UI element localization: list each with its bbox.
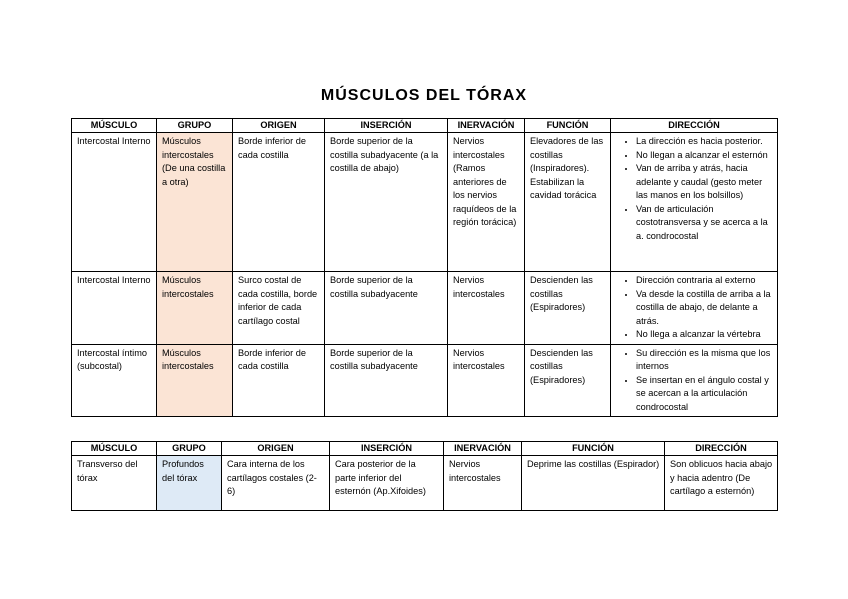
cell-inervacion: Nervios intercostales xyxy=(444,456,522,511)
muscles-table-1 xyxy=(71,118,778,417)
cell-insercion: Borde superior de la costilla subadyacente xyxy=(325,272,448,345)
cell-grupo: Músculos intercostales (De una costilla a otra) xyxy=(157,133,233,272)
header-origen: ORIGEN xyxy=(222,442,330,456)
list-item: • Dirección contraria al externo xyxy=(636,274,773,288)
page-title: MÚSCULOS DEL TÓRAX xyxy=(320,87,528,104)
header-funcion: FUNCIÓN xyxy=(525,119,611,133)
cell-funcion: Descienden las costillas (Espiradores) xyxy=(525,344,611,417)
direccion-list xyxy=(616,135,773,243)
cell-grupo: Músculos intercostales xyxy=(157,272,233,345)
header-inervacion: INERVACIÓN xyxy=(444,442,522,456)
cell-musculo: Intercostal íntimo (subcostal) xyxy=(72,344,157,417)
header-grupo: GRUPO xyxy=(157,442,222,456)
table-row xyxy=(72,272,778,345)
header-direccion: DIRECCIÓN xyxy=(665,442,778,456)
cell-direccion xyxy=(611,133,778,272)
cell-insercion: Cara posterior de la parte inferior del esternón (Ap.Xifoides) xyxy=(330,456,444,511)
table-header-row xyxy=(72,442,778,456)
list-item: • No llega a alcanzar la vértebra xyxy=(636,328,773,342)
table-row xyxy=(72,344,778,417)
muscles-table-2 xyxy=(71,441,778,511)
cell-insercion: Borde superior de la costilla subadyacente (a la costilla de abajo) xyxy=(325,133,448,272)
cell-funcion: Elevadores de las costillas (Inspiradores). Estabilizan la cavidad torácica xyxy=(525,133,611,272)
header-musculo: MÚSCULO xyxy=(72,119,157,133)
cell-origen: Cara interna de los cartílagos costales (2-6) xyxy=(222,456,330,511)
header-musculo: MÚSCULO xyxy=(72,442,157,456)
list-item: • La dirección es hacia posterior. xyxy=(636,135,773,149)
cell-origen: Borde inferior de cada costilla xyxy=(233,344,325,417)
cell-direccion: Son oblicuos hacia abajo y hacia adentro (De cartílago a esternón) xyxy=(665,456,778,511)
cell-grupo: Profundos del tórax xyxy=(157,456,222,511)
cell-insercion: Borde superior de la costilla subadyacente xyxy=(325,344,448,417)
cell-inervacion: Nervios intercostales xyxy=(448,344,525,417)
header-inervacion: INERVACIÓN xyxy=(448,119,525,133)
list-item: • Va desde la costilla de arriba a la costilla de abajo, de delante a atrás. xyxy=(636,288,773,329)
list-item: • Van de articulación costotransversa y se acerca a la a. condrocostal xyxy=(636,203,773,244)
header-direccion: DIRECCIÓN xyxy=(611,119,778,133)
cell-musculo: Transverso del tórax xyxy=(72,456,157,511)
header-funcion: FUNCIÓN xyxy=(522,442,665,456)
cell-origen: Surco costal de cada costilla, borde inferior de cada cartílago costal xyxy=(233,272,325,345)
cell-musculo: Intercostal Interno xyxy=(72,272,157,345)
table-row xyxy=(72,133,778,272)
cell-direccion xyxy=(611,272,778,345)
cell-direccion xyxy=(611,344,778,417)
cell-grupo: Músculos intercostales xyxy=(157,344,233,417)
list-item: • No llegan a alcanzar el esternón xyxy=(636,149,773,163)
direccion-list xyxy=(616,347,773,415)
cell-inervacion: Nervios intercostales (Ramos anteriores de los nervios raquídeos de la región torácica) xyxy=(448,133,525,272)
cell-musculo: Intercostal Interno xyxy=(72,133,157,272)
direccion-list xyxy=(616,274,773,342)
table-header-row xyxy=(72,119,778,133)
list-item: • Van de arriba y atrás, hacia adelante y caudal (gesto meter las manos en los bolsillos) xyxy=(636,162,773,203)
table-row xyxy=(72,456,778,511)
list-item: • Su dirección es la misma que los internos xyxy=(636,347,773,374)
header-insercion: INSERCIÓN xyxy=(330,442,444,456)
cell-inervacion: Nervios intercostales xyxy=(448,272,525,345)
cell-funcion: Descienden las costillas (Espiradores) xyxy=(525,272,611,345)
cell-funcion: Deprime las costillas (Espirador) xyxy=(522,456,665,511)
header-origen: ORIGEN xyxy=(233,119,325,133)
list-item: • Se insertan en el ángulo costal y se acercan a la articulación condrocostal xyxy=(636,374,773,415)
header-insercion: INSERCIÓN xyxy=(325,119,448,133)
cell-origen: Borde inferior de cada costilla xyxy=(233,133,325,272)
header-grupo: GRUPO xyxy=(157,119,233,133)
